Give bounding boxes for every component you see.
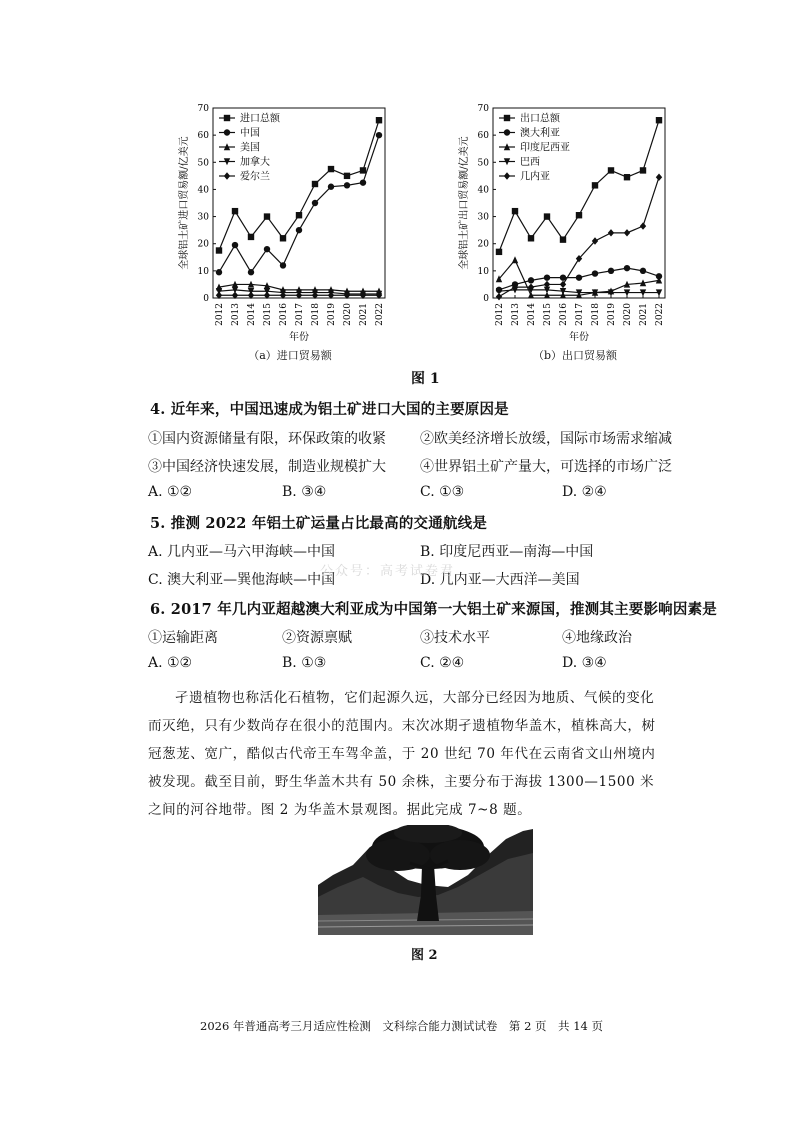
export-chart-data-point — [608, 268, 614, 274]
export-chart-x-tick-label: 2021 — [639, 303, 649, 326]
question-4-item-1: ①国内资源储量有限，环保政策的收紧 — [148, 431, 386, 447]
question-6-item-3: ③技术水平 — [420, 630, 490, 646]
export-chart-y-tick-label: 70 — [477, 104, 489, 114]
huagaimu-landscape-image — [318, 825, 533, 935]
import-chart-data-point — [232, 242, 238, 248]
import-chart-data-point — [376, 132, 382, 138]
export-chart-data-point — [656, 174, 662, 181]
export-chart-x-tick-label: 2019 — [607, 303, 617, 326]
export-chart-y-tick-label: 30 — [477, 212, 489, 223]
import-chart-x-tick-label: 2013 — [231, 303, 241, 326]
export-chart-data-point — [528, 277, 534, 283]
question-6-choice-a[interactable]: A. ①② — [148, 655, 193, 671]
question-6-choice-d[interactable]: D. ③④ — [562, 655, 607, 671]
export-chart-legend-marker — [504, 115, 510, 121]
import-chart-x-tick-label: 2020 — [343, 303, 353, 326]
export-chart-data-point — [592, 270, 598, 276]
export-chart-x-tick-label: 2017 — [575, 303, 585, 326]
export-chart-y-axis-label: 全球铝土矿出口贸易额/亿美元 — [459, 136, 470, 270]
passage-text: 孑遗植物也称活化石植物，它们起源久远，大部分已经因为地质、气候的变化而灭绝，只有少数尚存在很小的范围内。末次冰期孑遗植物华盖木，植株高大，树冠葱茏、宽广，酷似古代帝王车驾伞盖，于 20 世纪 70 年代在云南省文山州境内被发现。截至目前，野生华盖木共有 50 余株，主要分布于海拔 1300—1500 米之间的河谷地带。图 2 为华盖木景观图。据此完成 7~8 题。 — [148, 690, 656, 818]
question-4-choice-d[interactable]: D. ②④ — [562, 484, 607, 500]
export-chart-data-point — [640, 222, 646, 229]
import-chart-legend-label: 美国 — [240, 142, 260, 154]
import-chart-legend-marker — [224, 115, 230, 121]
import-chart-x-tick-label: 2015 — [263, 303, 273, 326]
question-6-choice-b[interactable]: B. ①③ — [282, 655, 327, 671]
import-chart-data-point — [280, 235, 286, 241]
import-chart-legend-label: 加拿大 — [240, 157, 270, 168]
export-chart-x-tick-label: 2022 — [655, 303, 665, 326]
passage — [148, 684, 668, 824]
question-4-item-4: ④世界铝土矿产量大，可选择的市场广泛 — [420, 459, 672, 475]
import-chart-y-tick-label: 10 — [197, 266, 209, 277]
figure1-title: 图 1 — [411, 371, 440, 387]
import-chart-y-tick-label: 60 — [197, 131, 209, 142]
import-chart-data-point — [280, 262, 286, 268]
import-chart-y-tick-label: 50 — [197, 158, 209, 169]
import-chart-data-point — [344, 173, 350, 179]
question-5-choice-a[interactable]: A. 几内亚—马六甲海峡—中国 — [148, 544, 336, 560]
question-4-item-3: ③中国经济快速发展，制造业规模扩大 — [148, 459, 386, 475]
export-chart-data-point — [640, 268, 646, 274]
import-chart-data-point — [232, 208, 238, 214]
import-chart-data-point — [216, 247, 222, 253]
question-4-choice-a[interactable]: A. ①② — [148, 484, 193, 500]
export-chart-data-point — [624, 265, 630, 271]
import-chart-series-line-1 — [219, 135, 379, 272]
import-trade-chart — [175, 100, 400, 350]
export-chart-legend-label: 出口总额 — [520, 113, 560, 125]
huagaimu-landscape-figure — [318, 825, 533, 935]
export-chart-data-point — [496, 249, 502, 255]
import-chart-data-point — [360, 179, 366, 185]
import-chart-legend-marker — [224, 172, 230, 179]
import-chart-y-tick-label: 30 — [197, 212, 209, 223]
import-chart-legend-label: 进口总额 — [240, 113, 280, 125]
export-chart-y-tick-label: 60 — [477, 131, 489, 142]
export-chart-data-point — [608, 229, 614, 236]
question-5-choice-c[interactable]: C. 澳大利亚—巽他海峡—中国 — [148, 572, 336, 588]
import-chart-x-tick-label: 2016 — [279, 303, 289, 326]
question-6-item-4: ④地缘政治 — [562, 630, 632, 646]
import-chart-data-point — [312, 181, 318, 187]
export-chart-data-point — [560, 236, 566, 242]
export-chart-x-tick-label: 2016 — [559, 303, 569, 326]
import-chart-data-point — [216, 269, 222, 275]
import-chart-y-tick-label: 70 — [197, 104, 209, 114]
export-chart-x-tick-label: 2013 — [511, 303, 521, 326]
export-chart-data-point — [544, 213, 550, 219]
export-chart-series-4 — [496, 174, 662, 301]
import-chart-caption: （a）进口贸易额 — [248, 349, 332, 362]
import-chart-data-point — [296, 212, 302, 218]
import-chart-legend-label: 爱尔兰 — [240, 171, 270, 183]
export-chart-x-tick-label: 2015 — [543, 303, 553, 326]
export-chart-y-tick-label: 50 — [477, 158, 489, 169]
import-chart-x-tick-label: 2012 — [215, 303, 225, 326]
import-chart-data-point — [264, 213, 270, 219]
export-chart-x-tick-label: 2012 — [495, 303, 505, 326]
export-chart-x-axis-label: 年份 — [569, 332, 589, 343]
export-trade-chart — [455, 100, 680, 350]
import-chart-x-tick-label: 2018 — [311, 303, 321, 326]
question-4-item-2: ②欧美经济增长放缓，国际市场需求缩减 — [420, 431, 672, 447]
question-5-choice-b[interactable]: B. 印度尼西亚—南海—中国 — [420, 544, 594, 560]
import-chart-x-tick-label: 2021 — [359, 303, 369, 326]
import-chart-x-tick-label: 2022 — [375, 303, 385, 326]
export-chart-data-point — [608, 167, 614, 173]
export-chart-y-tick-label: 0 — [483, 294, 489, 304]
question-4-choice-c[interactable]: C. ①③ — [420, 484, 465, 500]
export-chart-data-point — [496, 293, 502, 300]
import-chart-data-point — [328, 184, 334, 190]
import-chart-plot-frame — [213, 108, 385, 298]
export-chart-data-point — [544, 274, 550, 280]
export-chart-data-point — [624, 174, 630, 180]
import-chart-data-point — [328, 166, 334, 172]
question-6-stem: 6. 2017 年几内亚超越澳大利亚成为中国第一大铝土矿来源国，推测其主要影响因素是 — [150, 601, 717, 618]
import-chart-legend-label: 中国 — [240, 128, 260, 139]
import-chart-data-point — [264, 246, 270, 252]
export-chart-legend-marker — [504, 172, 510, 179]
question-4-stem: 4. 近年来，中国迅速成为铝土矿进口大国的主要原因是 — [150, 401, 509, 418]
export-trade-chart-svg — [455, 100, 680, 350]
import-chart-data-point — [248, 269, 254, 275]
export-chart-series-1 — [496, 265, 662, 293]
export-chart-caption: （b）出口贸易额 — [532, 349, 618, 362]
import-chart-x-tick-label: 2014 — [247, 303, 257, 326]
import-trade-chart-svg — [175, 100, 400, 350]
export-chart-data-point — [656, 117, 662, 123]
export-chart-legend-label: 印度尼西亚 — [520, 142, 570, 154]
import-chart-x-tick-label: 2017 — [295, 303, 305, 326]
import-chart-y-axis-label: 全球铝土矿进口贸易额/亿美元 — [179, 136, 190, 270]
page-footer: 2026 年普通高考三月适应性检测 文科综合能力测试试卷 第 2 页 共 14 页 — [200, 1019, 603, 1033]
export-chart-data-point — [592, 182, 598, 188]
export-chart-data-point — [624, 229, 630, 236]
export-chart-data-point — [528, 235, 534, 241]
import-chart-legend-marker — [224, 129, 230, 135]
watermark: 公众号：高考试卷君 — [320, 564, 456, 579]
question-4-choice-b[interactable]: B. ③④ — [282, 484, 327, 500]
question-5-choice-d[interactable]: D. 几内亚—大西洋—美国 — [420, 572, 580, 588]
export-chart-y-tick-label: 20 — [477, 239, 489, 250]
export-chart-series-3 — [496, 287, 662, 297]
import-chart-x-axis-label: 年份 — [289, 332, 309, 343]
export-chart-data-point — [512, 208, 518, 214]
export-chart-data-point — [576, 212, 582, 218]
export-chart-data-point — [576, 274, 582, 280]
export-chart-legend-label: 几内亚 — [520, 171, 550, 183]
import-chart-data-point — [296, 227, 302, 233]
question-5-stem: 5. 推测 2022 年铝土矿运量占比最高的交通航线是 — [150, 515, 488, 532]
import-chart-y-tick-label: 40 — [197, 185, 209, 196]
import-chart-x-tick-label: 2019 — [327, 303, 337, 326]
export-chart-y-tick-label: 40 — [477, 185, 489, 196]
import-chart-y-tick-label: 20 — [197, 239, 209, 250]
import-chart-data-point — [312, 200, 318, 206]
import-chart-data-point — [360, 167, 366, 173]
import-chart-data-point — [248, 234, 254, 240]
import-chart-y-tick-label: 0 — [203, 294, 209, 304]
export-chart-data-point — [512, 256, 518, 263]
question-6-choice-c[interactable]: C. ②④ — [420, 655, 465, 671]
export-chart-legend-marker — [504, 129, 510, 135]
export-chart-y-tick-label: 10 — [477, 266, 489, 277]
import-chart-data-point — [376, 117, 382, 123]
question-6-item-1: ①运输距离 — [148, 630, 218, 646]
export-chart-legend-label: 澳大利亚 — [520, 128, 560, 139]
import-chart-data-point — [344, 182, 350, 188]
export-chart-legend-label: 巴西 — [520, 157, 540, 168]
export-chart-data-point — [640, 167, 646, 173]
question-6-item-2: ②资源禀赋 — [282, 630, 352, 646]
export-chart-x-tick-label: 2020 — [623, 303, 633, 326]
export-chart-series-line-0 — [499, 120, 659, 252]
export-chart-x-tick-label: 2018 — [591, 303, 601, 326]
export-chart-x-tick-label: 2014 — [527, 303, 537, 326]
figure2-title: 图 2 — [411, 948, 438, 963]
